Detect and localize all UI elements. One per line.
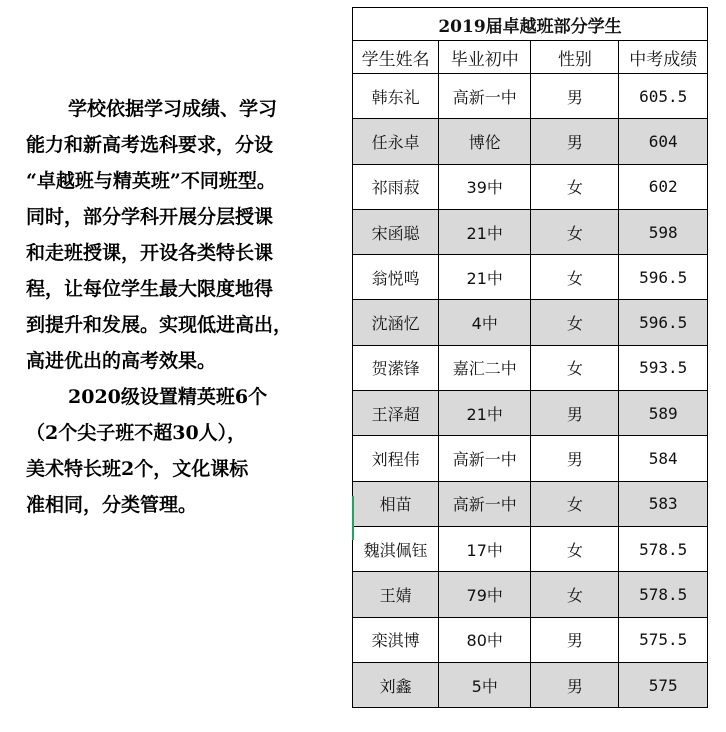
student-name-cell[interactable]: 王泽超 (353, 391, 439, 436)
table-row (353, 164, 708, 209)
score-cell[interactable]: 604 (619, 119, 708, 164)
text-line: 能力和新高考选科要求，分设 (26, 134, 274, 156)
text-line: 高进优出的高考效果。 (26, 350, 217, 372)
text-line: 学校依据学习成绩、学习 (68, 98, 278, 120)
table-row (353, 119, 708, 164)
table-title: 2019届卓越班部分学生 (353, 8, 708, 41)
student-name-cell[interactable]: 刘鑫 (353, 662, 439, 707)
gender-cell[interactable]: 男 (531, 119, 619, 164)
score-cell[interactable]: 605.5 (619, 74, 708, 119)
junior-school-cell[interactable]: 39中 (439, 164, 531, 209)
gender-cell[interactable]: 女 (531, 572, 619, 617)
student-table-container (352, 7, 709, 715)
text-line: 准相同，分类管理。 (26, 494, 198, 516)
student-name-cell[interactable]: 宋函聪 (353, 209, 439, 254)
score-cell[interactable]: 596.5 (619, 255, 708, 300)
table-header-row (353, 41, 708, 74)
student-name-cell[interactable]: 沈涵忆 (353, 300, 439, 345)
gender-cell[interactable]: 男 (531, 436, 619, 481)
table-row (353, 74, 708, 119)
gender-cell[interactable]: 女 (531, 481, 619, 526)
junior-school-cell[interactable]: 高新一中 (439, 436, 531, 481)
text-line: 同时，部分学科开展分层授课 (26, 206, 274, 228)
selected-cell-marker (352, 496, 354, 540)
score-cell[interactable]: 602 (619, 164, 708, 209)
student-name-cell[interactable]: 魏淇佩钰 (353, 526, 439, 571)
text-line: 和走班授课，开设各类特长课 (26, 242, 274, 264)
text-line: （2个尖子班不超30人）， (26, 422, 247, 444)
gender-cell[interactable]: 男 (531, 662, 619, 707)
paragraph-1 (26, 91, 332, 379)
score-cell[interactable]: 598 (619, 209, 708, 254)
student-name-cell[interactable]: 翁悦鸣 (353, 255, 439, 300)
table-row (353, 481, 708, 526)
gender-cell[interactable]: 女 (531, 164, 619, 209)
score-cell[interactable]: 578.5 (619, 526, 708, 571)
table-row (353, 526, 708, 571)
table-row (353, 572, 708, 617)
column-header: 性别 (531, 41, 619, 74)
score-cell[interactable]: 578.5 (619, 572, 708, 617)
table-row (353, 345, 708, 390)
junior-school-cell[interactable]: 高新一中 (439, 481, 531, 526)
student-table (352, 7, 708, 708)
junior-school-cell[interactable]: 5中 (439, 662, 531, 707)
gender-cell[interactable]: 女 (531, 526, 619, 571)
student-name-cell[interactable]: 刘程伟 (353, 436, 439, 481)
junior-school-cell[interactable]: 嘉汇二中 (439, 345, 531, 390)
gender-cell[interactable]: 女 (531, 300, 619, 345)
text-line: 2020级设置精英班6个 (68, 386, 268, 408)
student-name-cell[interactable]: 韩东礼 (353, 74, 439, 119)
text-line: 到提升和发展。实现低进高出， (26, 314, 293, 336)
gender-cell[interactable]: 女 (531, 209, 619, 254)
column-header: 毕业初中 (439, 41, 531, 74)
junior-school-cell[interactable]: 80中 (439, 617, 531, 662)
text-line: 程，让每位学生最大限度地得 (26, 278, 274, 300)
student-name-cell[interactable]: 祁雨菽 (353, 164, 439, 209)
student-name-cell[interactable]: 王婧 (353, 572, 439, 617)
table-body (353, 74, 708, 708)
gender-cell[interactable]: 女 (531, 345, 619, 390)
junior-school-cell[interactable]: 高新一中 (439, 74, 531, 119)
intro-text (26, 91, 332, 523)
text-line: 美术特长班2个，文化课标 (26, 458, 249, 480)
score-cell[interactable]: 589 (619, 391, 708, 436)
score-cell[interactable]: 575.5 (619, 617, 708, 662)
table-row (353, 209, 708, 254)
paragraph-2 (26, 379, 332, 523)
junior-school-cell[interactable]: 79中 (439, 572, 531, 617)
score-cell[interactable]: 596.5 (619, 300, 708, 345)
table-row (353, 617, 708, 662)
student-name-cell[interactable]: 贺潆锋 (353, 345, 439, 390)
table-row (353, 391, 708, 436)
junior-school-cell[interactable]: 17中 (439, 526, 531, 571)
student-name-cell[interactable]: 相苗 (353, 481, 439, 526)
column-header: 学生姓名 (353, 41, 439, 74)
junior-school-cell[interactable]: 4中 (439, 300, 531, 345)
gender-cell[interactable]: 男 (531, 74, 619, 119)
gender-cell[interactable]: 男 (531, 391, 619, 436)
text-line: “卓越班与精英班”不同班型。 (26, 170, 276, 192)
junior-school-cell[interactable]: 21中 (439, 255, 531, 300)
score-cell[interactable]: 583 (619, 481, 708, 526)
score-cell[interactable]: 575 (619, 662, 708, 707)
table-row (353, 436, 708, 481)
table-title-row (353, 8, 708, 41)
score-cell[interactable]: 593.5 (619, 345, 708, 390)
gender-cell[interactable]: 女 (531, 255, 619, 300)
junior-school-cell[interactable]: 博伦 (439, 119, 531, 164)
column-header: 中考成绩 (619, 41, 708, 74)
score-cell[interactable]: 584 (619, 436, 708, 481)
gender-cell[interactable]: 男 (531, 617, 619, 662)
table-row (353, 255, 708, 300)
junior-school-cell[interactable]: 21中 (439, 391, 531, 436)
table-row (353, 300, 708, 345)
student-name-cell[interactable]: 栾淇博 (353, 617, 439, 662)
junior-school-cell[interactable]: 21中 (439, 209, 531, 254)
student-name-cell[interactable]: 任永卓 (353, 119, 439, 164)
table-row (353, 662, 708, 707)
